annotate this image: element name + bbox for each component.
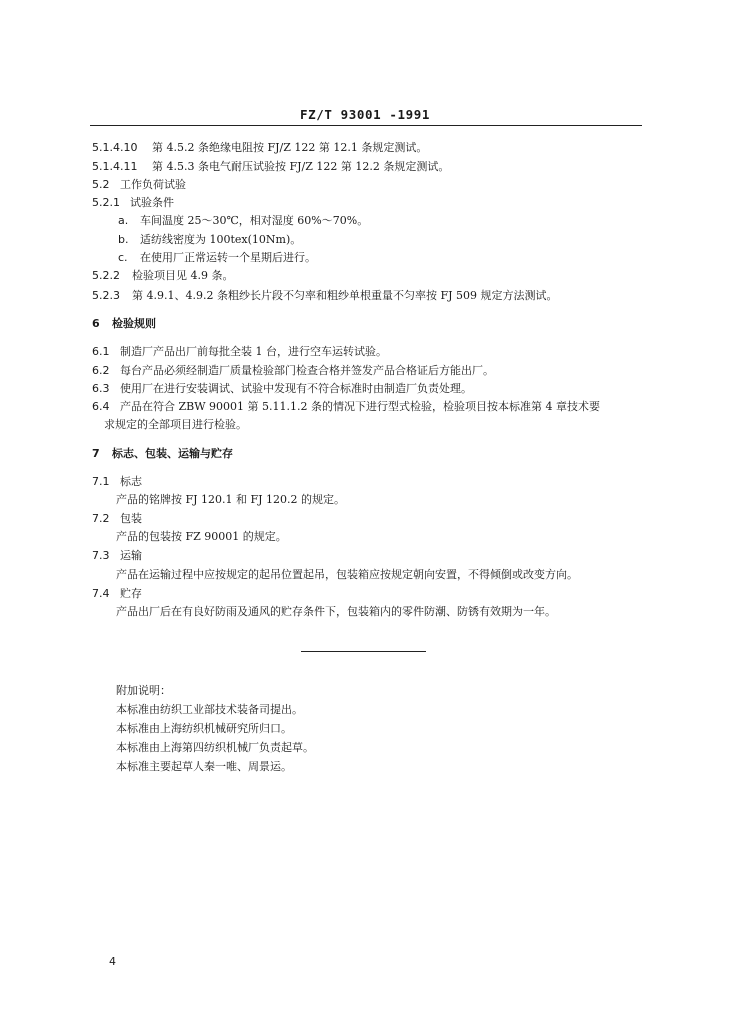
clause-text: 运输 xyxy=(120,549,142,562)
clause-text: 贮存 xyxy=(120,587,142,600)
clause-6-4-continued xyxy=(104,418,247,432)
clause-7-2-body xyxy=(116,530,287,544)
section-number: 6 xyxy=(92,317,100,330)
clause-number: 6.4 xyxy=(92,400,110,413)
clause-text: 第 4.9.1、4.9.2 条粗纱长片段不匀率和粗纱单根重量不匀率按 FJ 509 规定方法测试。 xyxy=(132,289,558,302)
clause-text: 产品的包装按 FZ 90001 的规定。 xyxy=(116,530,287,543)
clause-5-2-2 xyxy=(92,269,234,283)
clause-5-2-3 xyxy=(92,289,558,303)
clause-7-1 xyxy=(92,475,142,489)
clause-text: 使用厂在进行安装调试、试验中发现有不符合标准时由制造厂负责处理。 xyxy=(120,382,472,395)
clause-text: 第 4.5.2 条绝缘电阻按 FJ/Z 122 第 12.1 条规定测试。 xyxy=(152,141,428,154)
clause-7-4 xyxy=(92,587,142,601)
clause-text: 标志 xyxy=(120,475,142,488)
clause-text: 试验条件 xyxy=(130,196,174,209)
clause-text: 工作负荷试验 xyxy=(120,178,186,191)
section-6-heading xyxy=(92,317,156,331)
clause-number: 6.1 xyxy=(92,345,110,358)
clause-number: 7.3 xyxy=(92,549,110,562)
clause-number: 5.1.4.11 xyxy=(92,160,138,173)
clause-number: 6.2 xyxy=(92,364,110,377)
clause-number: 5.1.4.10 xyxy=(92,141,138,154)
clause-text: 产品的铭牌按 FJ 120.1 和 FJ 120.2 的规定。 xyxy=(116,493,346,506)
section-title: 标志、包装、运输与贮存 xyxy=(112,447,233,460)
clause-text: 每台产品必须经制造厂质量检验部门检查合格并签发产品合格证后方能出厂。 xyxy=(120,364,494,377)
clause-5-2 xyxy=(92,178,186,192)
clause-7-4-body xyxy=(116,605,556,619)
clause-5-2-1 xyxy=(92,196,174,210)
standard-number: FZ/T 93001 -1991 xyxy=(300,107,431,122)
clause-6-1 xyxy=(92,345,387,359)
item-marker: a. xyxy=(118,214,129,227)
header-rule xyxy=(90,125,642,126)
clause-number: 5.2.3 xyxy=(92,289,120,302)
clause-text: 产品出厂后在有良好防雨及通风的贮存条件下，包装箱内的零件防潮、防锈有效期为一年。 xyxy=(116,605,556,618)
note-item: 本标准由上海第四纺织机械厂负责起草。 xyxy=(116,741,314,754)
clause-text: 产品在符合 ZBW 90001 第 5.11.1.2 条的情况下进行型式检验，检验项目按本标准第 4 章技术要 xyxy=(120,400,600,413)
note-item: 本标准由上海纺织机械研究所归口。 xyxy=(116,722,292,735)
item-text: 在使用厂正常运转一个星期后进行。 xyxy=(140,251,316,264)
item-text: 车间温度 25～30℃，相对湿度 60%～70%。 xyxy=(140,214,369,227)
clause-number: 5.2.2 xyxy=(92,269,120,282)
section-title: 检验规则 xyxy=(112,317,156,330)
clause-7-3 xyxy=(92,549,142,563)
clause-number: 5.2.1 xyxy=(92,196,120,209)
note-item: 本标准由纺织工业部技术装备司提出。 xyxy=(116,703,303,716)
item-marker: b. xyxy=(118,233,129,246)
clause-7-1-body xyxy=(116,493,345,507)
clause-6-2 xyxy=(92,364,494,378)
item-b xyxy=(118,233,301,247)
clause-5-1-4-10 xyxy=(92,141,427,155)
item-marker: c. xyxy=(118,251,128,264)
clause-number: 5.2 xyxy=(92,178,110,191)
clause-text: 求规定的全部项目进行检验。 xyxy=(104,418,247,431)
end-separator-rule xyxy=(301,651,426,652)
clause-6-3 xyxy=(92,382,472,396)
clause-text: 检验项目见 4.9 条。 xyxy=(132,269,234,282)
clause-5-1-4-11 xyxy=(92,160,449,174)
clause-number: 7.2 xyxy=(92,512,110,525)
item-a xyxy=(118,214,368,228)
clause-text: 产品在运输过程中应按规定的起吊位置起吊，包装箱应按规定朝向安置，不得倾倒或改变方向。 xyxy=(116,568,578,581)
clause-7-2 xyxy=(92,512,142,526)
clause-6-4 xyxy=(92,400,600,414)
clause-text: 制造厂产品出厂前每批全装 1 台，进行空车运转试验。 xyxy=(120,345,387,358)
note-item: 本标准主要起草人秦一唯、周景运。 xyxy=(116,760,292,773)
section-7-heading xyxy=(92,447,233,461)
clause-number: 6.3 xyxy=(92,382,110,395)
clause-number: 7.1 xyxy=(92,475,110,488)
page-number: 4 xyxy=(109,955,116,968)
notes-title: 附加说明： xyxy=(116,684,171,697)
item-c xyxy=(118,251,316,265)
clause-7-3-body xyxy=(116,568,578,582)
clause-text: 包装 xyxy=(120,512,142,525)
section-number: 7 xyxy=(92,447,100,460)
clause-number: 7.4 xyxy=(92,587,110,600)
item-text: 适纺线密度为 100tex(10Nm)。 xyxy=(140,233,302,246)
clause-text: 第 4.5.3 条电气耐压试验按 FJ/Z 122 第 12.2 条规定测试。 xyxy=(152,160,450,173)
